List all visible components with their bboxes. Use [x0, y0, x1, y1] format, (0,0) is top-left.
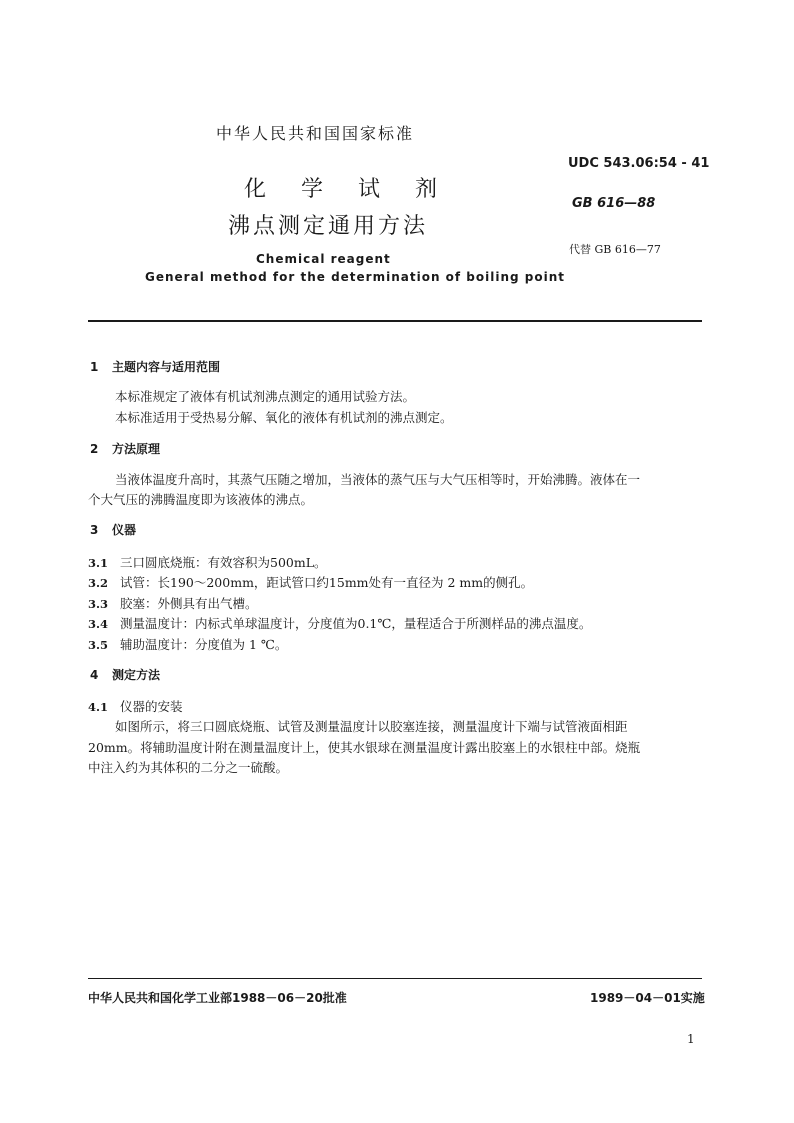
- item-text: 测量温度计：内标式单球温度计，分度值为0.1℃，量程适合于所测样品的沸点温度。: [120, 616, 592, 631]
- section-1-heading: [90, 358, 220, 375]
- section-4-heading: [90, 666, 160, 683]
- section-number: 4: [90, 668, 99, 682]
- udc-code: UDC 543.06:54 - 41: [568, 156, 710, 171]
- paragraph: 当液体温度升高时，其蒸气压随之增加，当液体的蒸气压与大气压相等时，开始沸腾。液体在一: [115, 472, 641, 487]
- list-item: [88, 594, 258, 612]
- item-text: 辅助温度计：分度值为 1 ℃。: [120, 637, 288, 652]
- item-number: 3.5: [88, 638, 109, 652]
- list-item: [88, 573, 533, 591]
- paragraph: 本标准适用于受热易分解、氧化的液体有机试剂的沸点测定。: [115, 410, 453, 425]
- list-item: [88, 614, 591, 632]
- section-number: 3: [90, 523, 99, 537]
- list-item: [88, 635, 287, 653]
- footer-divider: [88, 978, 702, 979]
- section-title: 方法原理: [112, 442, 161, 456]
- item-text: 三口圆底烧瓶：有效容积为500mL。: [120, 555, 327, 570]
- page-number: 1: [687, 1032, 695, 1046]
- item-number: 3.2: [88, 576, 109, 590]
- implementation-date: 1989－04－01实施: [590, 991, 705, 1005]
- section-2-heading: [90, 440, 160, 457]
- item-number: 3.3: [88, 597, 109, 611]
- section-title: 主题内容与适用范围: [112, 360, 221, 374]
- paragraph: 个大气压的沸腾温度即为该液体的沸点。: [88, 492, 314, 507]
- national-standard-label: 中华人民共和国国家标准: [216, 124, 415, 143]
- subsection-heading: [88, 697, 183, 715]
- section-title: 测定方法: [112, 668, 161, 682]
- item-text: 胶塞：外侧具有出气槽。: [120, 596, 258, 611]
- title-en-line2: General method for the determination of boiling point: [145, 270, 566, 284]
- approval-date: 中华人民共和国化学工业部1988－06－20批准: [88, 991, 347, 1005]
- gb-number: GB 616—88: [572, 196, 656, 211]
- list-item: [88, 553, 327, 571]
- item-number: 3.1: [88, 556, 109, 570]
- section-number: 1: [90, 360, 99, 374]
- item-number: 4.1: [88, 700, 109, 714]
- paragraph: 本标准规定了液体有机试剂沸点测定的通用试验方法。: [115, 389, 416, 404]
- replaces-standard: 代替 GB 616—77: [569, 243, 661, 256]
- title-en-line1: Chemical reagent: [256, 252, 391, 266]
- item-number: 3.4: [88, 617, 109, 631]
- item-text: 仪器的安装: [120, 699, 183, 714]
- paragraph: 如图所示，将三口圆底烧瓶、试管及测量温度计以胶塞连接，测量温度计下端与试管液面相距: [115, 719, 628, 734]
- title-cn-line2: 沸点测定通用方法: [228, 214, 429, 239]
- section-3-heading: [90, 521, 136, 538]
- paragraph: 中注入约为其体积的二分之一硫酸。: [88, 760, 289, 775]
- paragraph: 20mm。将辅助温度计附在测量温度计上，使其水银球在测量温度计露出胶塞上的水银柱中部。烧瓶: [88, 740, 641, 755]
- section-title: 仪器: [112, 523, 137, 537]
- section-number: 2: [90, 442, 99, 456]
- item-text: 试管：长190～200mm，距试管口约15mm处有一直径为 2 mm的侧孔。: [120, 575, 534, 590]
- title-cn-line1: 化 学 试 剂: [244, 177, 451, 202]
- header-divider: [88, 320, 702, 322]
